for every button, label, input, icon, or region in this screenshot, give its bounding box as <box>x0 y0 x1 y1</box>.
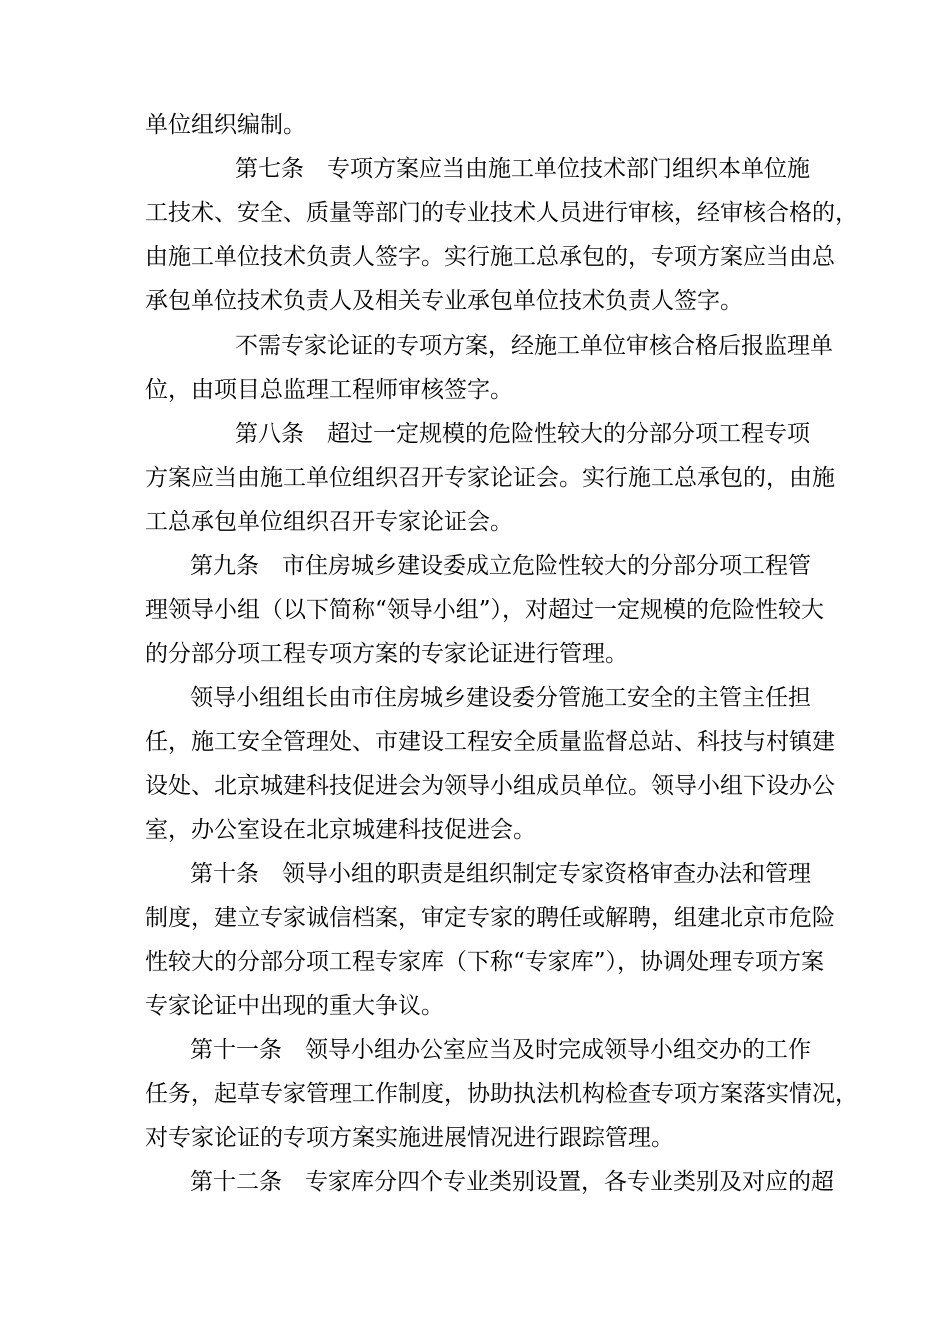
article-9-line: 第九条 市住房城乡建设委成立危险性较大的分部分项工程管 <box>190 553 811 579</box>
article-8-line: 第八条 超过一定规模的危险性较大的分部分项工程专项 <box>235 421 810 447</box>
article-12-line: 第十二条 专家库分四个专业类别设置，各专业类别及对应的超 <box>190 1169 834 1195</box>
article-7-line: 工技术、安全、质量等部门的专业技术人员进行审核，经审核合格的， <box>145 200 858 226</box>
article-7-second-line: 不需专家论证的专项方案，经施工单位审核合格后报监理单 <box>235 333 833 359</box>
article-10-line: 制度，建立专家诚信档案，审定专家的聘任或解聘，组建北京市危险 <box>145 905 835 931</box>
paragraph-continuation-line: 单位组织编制。 <box>145 112 306 138</box>
article-7-line: 由施工单位技术负责人签字。实行施工总承包的，专项方案应当由总 <box>145 244 835 270</box>
article-9-line: 理领导小组（以下简称“领导小组”），对超过一定规模的危险性较大 <box>145 597 825 623</box>
article-10-line: 性较大的分部分项工程专家库（下称“专家库”），协调处理专项方案 <box>145 949 825 975</box>
article-7-line: 承包单位技术负责人及相关专业承包单位技术负责人签字。 <box>145 288 743 314</box>
article-7-line: 第七条 专项方案应当由施工单位技术部门组织本单位施 <box>235 156 810 182</box>
article-9-second-line: 室，办公室设在北京城建科技促进会。 <box>145 817 536 843</box>
article-11-line: 第十一条 领导小组办公室应当及时完成领导小组交办的工作 <box>190 1037 811 1063</box>
article-11-line: 对专家论证的专项方案实施进展情况进行跟踪管理。 <box>145 1125 674 1151</box>
article-8-line: 方案应当由施工单位组织召开专家论证会。实行施工总承包的，由施 <box>145 465 835 491</box>
article-9-second-line: 设处、北京城建科技促进会为领导小组成员单位。领导小组下设办公 <box>145 773 835 799</box>
article-10-line: 第十条 领导小组的职责是组织制定专家资格审查办法和管理 <box>190 861 811 887</box>
article-10-line: 专家论证中出现的重大争议。 <box>145 993 444 1019</box>
article-7-second-line: 位，由项目总监理工程师审核签字。 <box>145 377 513 403</box>
article-9-line: 的分部分项工程专项方案的专家论证进行管理。 <box>145 641 628 667</box>
article-9-second-line: 任，施工安全管理处、市建设工程安全质量监督总站、科技与村镇建 <box>145 729 835 755</box>
article-8-line: 工总承包单位组织召开专家论证会。 <box>145 509 513 535</box>
article-11-line: 任务，起草专家管理工作制度，协助执法机构检查专项方案落实情况， <box>145 1081 858 1107</box>
article-9-second-line: 领导小组组长由市住房城乡建设委分管施工安全的主管主任担 <box>190 685 811 711</box>
